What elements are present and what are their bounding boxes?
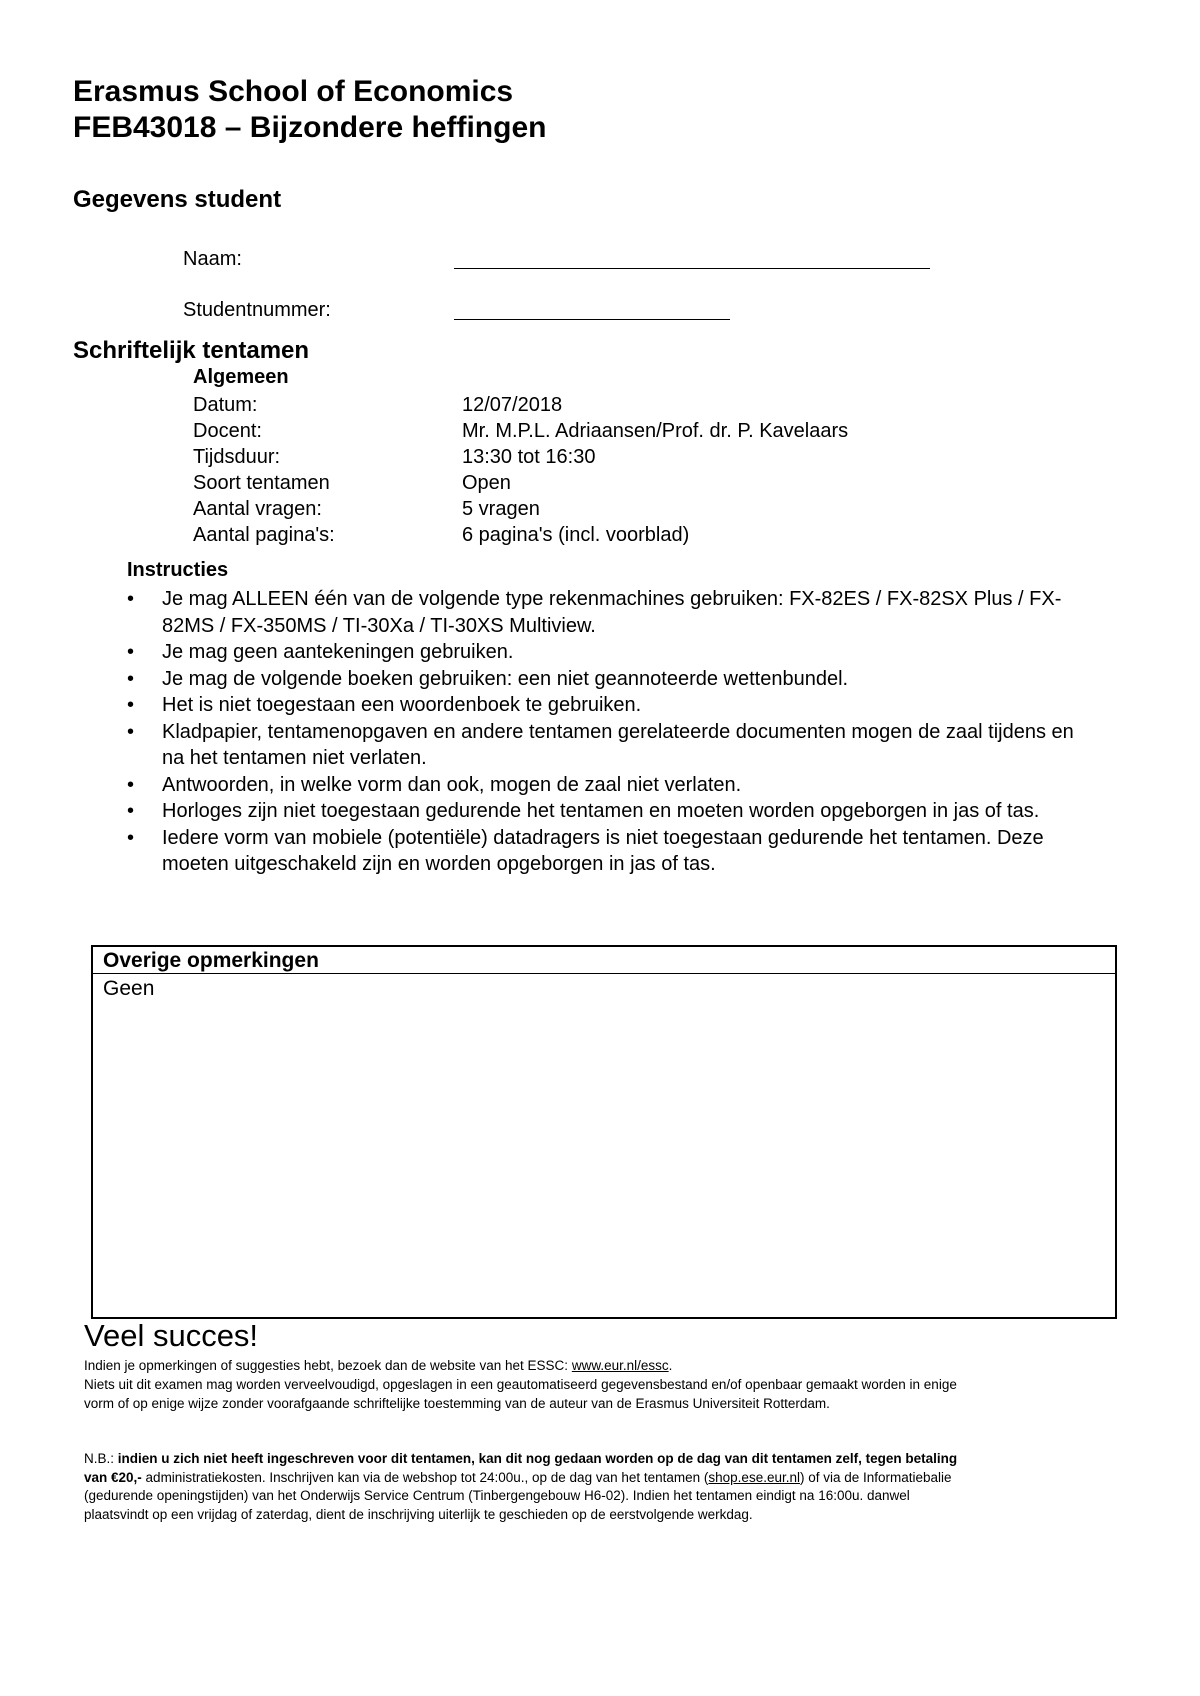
info-label: Aantal vragen: xyxy=(193,498,322,520)
title-school: Erasmus School of Economics xyxy=(73,75,514,108)
bullet-icon: • xyxy=(127,588,135,610)
webshop-link[interactable]: shop.ese.eur.nl xyxy=(708,1469,800,1485)
instructions-heading: Instructies xyxy=(127,559,229,581)
info-label: Datum: xyxy=(193,394,258,416)
copyright-notice: Niets uit dit examen mag worden verveelvoudigd, opgeslagen in een geautomatiseerd gegevensbestand en/of openbaar gemaakt worden in enige vorm of op enige wijze zonder voorafgaande schriftelijke toestemming van de auteur van de Erasmus Universiteit Rotterdam. xyxy=(84,1377,957,1411)
list-item: • Kladpapier, tentamenopgaven en andere tentamen gerelateerde documenten mogen de zaal tijdens en na het tentamen niet verlaten. xyxy=(127,720,1074,769)
bullet-icon: • xyxy=(127,800,135,822)
info-value: 5 vragen xyxy=(462,498,540,520)
bullet-icon: • xyxy=(127,694,135,716)
remarks-body: Geen xyxy=(103,977,155,1000)
info-label: Docent: xyxy=(193,420,262,442)
student-number-field-line[interactable] xyxy=(454,319,730,320)
list-item: • Je mag ALLEEN één van de volgende type rekenmachines gebruiken: FX-82ES / FX-82SX Plus / FX-82MS / FX-350MS / TI-30Xa / TI-30XS Multiview. xyxy=(127,588,1062,637)
list-item: • Het is niet toegestaan een woordenboek te gebruiken. xyxy=(127,692,1087,719)
bullet-icon: • xyxy=(127,720,135,743)
bullet-icon: • xyxy=(127,826,135,849)
info-label: Soort tentamen xyxy=(193,472,330,494)
list-item: • Antwoorden, in welke vorm dan ook, mogen de zaal niet verlaten. xyxy=(127,772,1087,799)
info-value: Mr. M.P.L. Adriaansen/Prof. dr. P. Kavelaars xyxy=(462,420,849,442)
exam-info-table xyxy=(193,392,993,552)
name-field-line[interactable] xyxy=(454,268,930,269)
essc-link[interactable]: www.eur.nl/essc xyxy=(571,1358,669,1373)
list-item: • Horloges zijn niet toegestaan gedurende het tentamen en moeten worden opgeborgen in jas of tas. xyxy=(127,798,1087,825)
title-course: FEB43018 – Bijzondere heffingen xyxy=(73,111,547,144)
info-value: Open xyxy=(462,472,511,494)
info-label: Aantal pagina's: xyxy=(193,524,335,546)
info-value: 6 pagina's (incl. voorblad) xyxy=(462,524,690,546)
remarks-box xyxy=(91,945,1117,1319)
info-value: 13:30 tot 16:30 xyxy=(462,446,596,468)
name-label: Naam: xyxy=(183,248,242,270)
exam-heading: Schriftelijk tentamen xyxy=(73,337,310,364)
list-item: • Iedere vorm van mobiele (potentiële) datadragers is niet toegestaan gedurende het tentamen. Deze moeten uitgeschakeld zijn en worden opgeborgen in jas of tas. xyxy=(127,826,1044,875)
remarks-heading: Overige opmerkingen xyxy=(93,947,1115,974)
document-title xyxy=(73,74,546,146)
closing-text: Veel succes! xyxy=(84,1318,259,1353)
registration-note: N.B.: indien u zich niet heeft ingeschreven voor dit tentamen, kan dit nog gedaan worden op de dag van dit tentamen zelf, tegen betaling van €20,- administratiekosten. Inschrijven kan via de webshop tot 24:00u., op de dag van het tentamen (shop.ese.eur.nl) of via de Informatiebalie (gedurende openingstijden) van het Onderwijs Service Centrum (Tinbergengebouw H6-02). Indien het tentamen eindigt na 16:00u. danwel plaatsvindt op een vrijdag of zaterdag, dient de inschrijving uiterlijk te geschieden op de eerstvolgende werkdag. xyxy=(84,1451,958,1522)
instructions-list xyxy=(127,586,1087,878)
list-item: • Je mag geen aantekeningen gebruiken. xyxy=(127,639,1087,666)
student-number-label: Studentnummer: xyxy=(183,299,331,321)
feedback-line: Indien je opmerkingen of suggesties hebt, bezoek dan de website van het ESSC: www.eur.nl/essc. xyxy=(84,1358,673,1373)
info-label: Tijdsduur: xyxy=(193,446,281,468)
student-heading: Gegevens student xyxy=(73,186,282,213)
bullet-icon: • xyxy=(127,667,135,690)
general-heading: Algemeen xyxy=(193,366,289,388)
list-item: • Je mag de volgende boeken gebruiken: een niet geannoteerde wettenbundel. xyxy=(127,666,1087,693)
bullet-icon: • xyxy=(127,773,135,796)
info-value: 12/07/2018 xyxy=(462,394,563,416)
bullet-icon: • xyxy=(127,641,135,663)
